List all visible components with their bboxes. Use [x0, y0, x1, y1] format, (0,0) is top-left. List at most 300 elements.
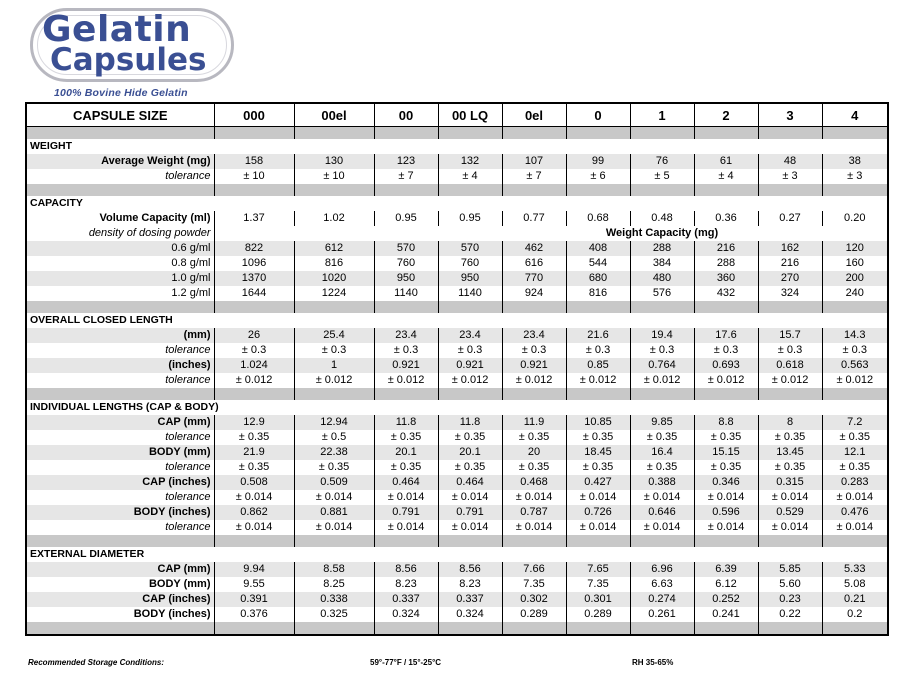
value-cell: 7.35 [566, 577, 630, 592]
value-cell: 240 [822, 286, 888, 301]
spacer-cell [822, 301, 888, 313]
value-cell: 1.024 [214, 358, 294, 373]
row-label: CAP (mm) [26, 562, 214, 577]
value-cell: 13.45 [758, 445, 822, 460]
value-cell: 822 [214, 241, 294, 256]
logo-tagline: 100% Bovine Hide Gelatin [54, 87, 188, 99]
value-cell: 288 [630, 241, 694, 256]
value-cell: 15.7 [758, 328, 822, 343]
value-cell: 612 [294, 241, 374, 256]
value-cell: ± 0.014 [374, 520, 438, 535]
value-cell: ± 0.3 [294, 343, 374, 358]
value-cell: ± 4 [438, 169, 502, 184]
value-cell: 11.8 [438, 415, 502, 430]
spacer-cell [822, 622, 888, 635]
value-cell: 7.66 [502, 562, 566, 577]
value-cell: 99 [566, 154, 630, 169]
value-cell: ± 0.35 [438, 430, 502, 445]
value-cell: ± 0.3 [374, 343, 438, 358]
value-cell: ± 0.014 [822, 520, 888, 535]
spacer-cell [26, 127, 214, 140]
value-cell: 570 [438, 241, 502, 256]
value-cell: ± 10 [294, 169, 374, 184]
table-row [26, 445, 888, 460]
row-label: BODY (inches) [133, 608, 211, 620]
value-cell: 770 [502, 271, 566, 286]
row-label: 1.0 g/ml [26, 271, 214, 286]
spacer-cell [758, 184, 822, 196]
value-cell: 0.509 [294, 475, 374, 490]
spacer-cell [566, 622, 630, 635]
value-cell: 6.96 [630, 562, 694, 577]
value-cell: ± 5 [630, 169, 694, 184]
spacer-cell [822, 184, 888, 196]
row-label: tolerance [165, 521, 211, 533]
spacer-cell [438, 388, 502, 400]
size-column-header: 00 LQ [438, 103, 502, 127]
section-title: EXTERNAL DIAMETER [30, 548, 145, 560]
value-cell: 0.791 [374, 505, 438, 520]
size-column-header: 3 [758, 103, 822, 127]
value-cell: 14.3 [822, 328, 888, 343]
value-cell: 38 [822, 154, 888, 169]
value-cell: 0.48 [630, 211, 694, 226]
value-cell: 0.346 [694, 475, 758, 490]
weight-capacity-label: Weight Capacity (mg) [605, 227, 719, 239]
table-row [26, 490, 888, 505]
value-cell: 0.427 [566, 475, 630, 490]
value-cell: 1140 [438, 286, 502, 301]
value-cell: 120 [822, 241, 888, 256]
size-column-header: 1 [630, 103, 694, 127]
value-cell: 11.9 [502, 415, 566, 430]
table-row [26, 415, 888, 430]
value-cell: 0.791 [438, 505, 502, 520]
capsule-spec-table [25, 102, 889, 636]
value-cell: 12.94 [294, 415, 374, 430]
spacer-cell [822, 388, 888, 400]
value-cell: 1 [294, 358, 374, 373]
value-cell: 0.23 [758, 592, 822, 607]
logo-subtitle: Capsules [50, 42, 207, 78]
value-cell: 0.302 [502, 592, 566, 607]
value-cell: 0.764 [630, 358, 694, 373]
blank-cell [502, 226, 566, 241]
spacer-row [26, 301, 888, 313]
spacer-cell [294, 622, 374, 635]
value-cell: 0.77 [502, 211, 566, 226]
value-cell: 130 [294, 154, 374, 169]
value-cell: 544 [566, 256, 630, 271]
table-row [26, 562, 888, 577]
value-cell: 384 [630, 256, 694, 271]
row-label: (inches) [26, 358, 214, 373]
value-cell: 200 [822, 271, 888, 286]
spacer-row [26, 388, 888, 400]
size-column-header: 0el [502, 103, 566, 127]
value-cell: 1370 [214, 271, 294, 286]
spacer-row [26, 184, 888, 196]
density-label: density of dosing powder [88, 227, 211, 239]
value-cell: 1096 [214, 256, 294, 271]
table-row [26, 520, 888, 535]
spacer-cell [26, 535, 214, 547]
value-cell: 9.55 [214, 577, 294, 592]
value-cell: 0.468 [502, 475, 566, 490]
value-cell: 26 [214, 328, 294, 343]
value-cell: 0.596 [694, 505, 758, 520]
value-cell: 0.325 [294, 607, 374, 622]
value-cell: ± 0.3 [502, 343, 566, 358]
value-cell: 360 [694, 271, 758, 286]
value-cell: 0.36 [694, 211, 758, 226]
spacer-cell [502, 184, 566, 196]
value-cell: 0.2 [822, 607, 888, 622]
value-cell: 0.618 [758, 358, 822, 373]
value-cell: 0.274 [630, 592, 694, 607]
value-cell: ± 7 [502, 169, 566, 184]
section-title: INDIVIDUAL LENGTHS (CAP & BODY) [30, 401, 219, 413]
spacer-cell [294, 184, 374, 196]
table-row [26, 343, 888, 358]
value-cell: ± 0.012 [630, 373, 694, 388]
value-cell: ± 0.35 [694, 430, 758, 445]
value-cell: 16.4 [630, 445, 694, 460]
value-cell: 0.476 [822, 505, 888, 520]
value-cell: 8.25 [294, 577, 374, 592]
value-cell: 432 [694, 286, 758, 301]
section-header [26, 196, 888, 211]
value-cell: 76 [630, 154, 694, 169]
row-label: BODY (mm) [148, 578, 211, 590]
value-cell: 570 [374, 241, 438, 256]
table-row [26, 430, 888, 445]
table-header-row [26, 103, 888, 127]
value-cell: 12.1 [822, 445, 888, 460]
spacer-cell [630, 127, 694, 140]
spacer-cell [214, 184, 294, 196]
value-cell: ± 0.35 [694, 460, 758, 475]
value-cell: ± 0.35 [374, 430, 438, 445]
row-label: CAP (inches) [26, 475, 214, 490]
value-cell: 576 [630, 286, 694, 301]
value-cell: 8.23 [438, 577, 502, 592]
value-cell: ± 0.014 [630, 520, 694, 535]
value-cell: 19.4 [630, 328, 694, 343]
section-title: CAPACITY [30, 197, 83, 209]
value-cell: 6.63 [630, 577, 694, 592]
value-cell: ± 0.014 [566, 520, 630, 535]
spacer-cell [438, 622, 502, 635]
table-row [26, 373, 888, 388]
size-column-header: 2 [694, 103, 758, 127]
size-column-header: 0 [566, 103, 630, 127]
spacer-cell [566, 301, 630, 313]
value-cell: 107 [502, 154, 566, 169]
value-cell: 0.22 [758, 607, 822, 622]
row-label: 0.6 g/ml [26, 241, 214, 256]
spacer-cell [630, 301, 694, 313]
value-cell: 0.95 [374, 211, 438, 226]
spacer-cell [694, 535, 758, 547]
brand-logo [30, 8, 236, 98]
table-row [26, 241, 888, 256]
value-cell: ± 0.014 [214, 520, 294, 535]
section-header [26, 400, 888, 415]
blank-cell [374, 226, 438, 241]
value-cell: ± 0.012 [502, 373, 566, 388]
row-label: Average Weight (mg) [26, 154, 214, 169]
value-cell: 48 [758, 154, 822, 169]
value-cell: 1644 [214, 286, 294, 301]
spacer-cell [214, 535, 294, 547]
value-cell: 0.338 [294, 592, 374, 607]
spacer-cell [822, 127, 888, 140]
capsule-size-label: CAPSULE SIZE [26, 103, 214, 127]
value-cell: ± 0.014 [566, 490, 630, 505]
value-cell: 5.85 [758, 562, 822, 577]
value-cell: 25.4 [294, 328, 374, 343]
value-cell: 0.563 [822, 358, 888, 373]
value-cell: 0.464 [438, 475, 502, 490]
spacer-row [26, 622, 888, 635]
value-cell: ± 3 [822, 169, 888, 184]
spacer-row [26, 535, 888, 547]
value-cell: ± 0.3 [630, 343, 694, 358]
row-label: Volume Capacity (ml) [99, 212, 211, 224]
value-cell: ± 0.014 [438, 520, 502, 535]
spacer-cell [374, 301, 438, 313]
section-header [26, 139, 888, 154]
row-label: tolerance [165, 491, 211, 503]
value-cell: ± 7 [374, 169, 438, 184]
value-cell: 7.65 [566, 562, 630, 577]
value-cell: 0.283 [822, 475, 888, 490]
value-cell: 10.85 [566, 415, 630, 430]
spacer-cell [758, 622, 822, 635]
value-cell: 5.33 [822, 562, 888, 577]
value-cell: 162 [758, 241, 822, 256]
value-cell: 6.12 [694, 577, 758, 592]
value-cell: ± 0.35 [758, 430, 822, 445]
value-cell: ± 0.014 [438, 490, 502, 505]
value-cell: 21.6 [566, 328, 630, 343]
value-cell: 0.289 [502, 607, 566, 622]
row-label: 1.2 g/ml [171, 287, 211, 299]
value-cell: 8.56 [438, 562, 502, 577]
value-cell: ± 0.014 [630, 490, 694, 505]
value-cell: 9.94 [214, 562, 294, 577]
value-cell: ± 0.35 [374, 460, 438, 475]
value-cell: 22.38 [294, 445, 374, 460]
value-cell: 0.921 [502, 358, 566, 373]
value-cell: ± 10 [214, 169, 294, 184]
value-cell: 760 [438, 256, 502, 271]
value-cell: 1140 [374, 286, 438, 301]
value-cell: 0.324 [438, 607, 502, 622]
value-cell: 0.261 [630, 607, 694, 622]
value-cell: ± 0.3 [694, 343, 758, 358]
spacer-cell [26, 184, 214, 196]
value-cell: 20 [502, 445, 566, 460]
value-cell: 616 [502, 256, 566, 271]
value-cell: 8.8 [694, 415, 758, 430]
spacer-cell [630, 622, 694, 635]
row-label: tolerance [165, 344, 211, 356]
value-cell: ± 0.35 [758, 460, 822, 475]
spacer-cell [294, 535, 374, 547]
size-column-header: 4 [822, 103, 888, 127]
value-cell: ± 0.3 [214, 343, 294, 358]
row-label: BODY (inches) [26, 505, 214, 520]
value-cell: 17.6 [694, 328, 758, 343]
value-cell: 160 [822, 256, 888, 271]
value-cell: 0.921 [438, 358, 502, 373]
table-row [26, 592, 888, 607]
spacer-cell [214, 127, 294, 140]
value-cell: ± 0.012 [438, 373, 502, 388]
size-column-header: 00el [294, 103, 374, 127]
value-cell: 1.37 [214, 211, 294, 226]
value-cell: 1020 [294, 271, 374, 286]
row-label: BODY (mm) [26, 445, 214, 460]
value-cell: ± 0.012 [214, 373, 294, 388]
value-cell: 18.45 [566, 445, 630, 460]
spacer-cell [502, 127, 566, 140]
value-cell: ± 0.35 [566, 460, 630, 475]
value-cell: 7.35 [502, 577, 566, 592]
spacer-cell [630, 388, 694, 400]
value-cell: 0.921 [374, 358, 438, 373]
value-cell: 0.529 [758, 505, 822, 520]
spacer-cell [758, 388, 822, 400]
spacer-row [26, 127, 888, 140]
value-cell: 0.27 [758, 211, 822, 226]
spacer-cell [630, 535, 694, 547]
value-cell: ± 0.014 [502, 490, 566, 505]
value-cell: 15.15 [694, 445, 758, 460]
value-cell: 1224 [294, 286, 374, 301]
value-cell: ± 0.014 [694, 490, 758, 505]
value-cell: 61 [694, 154, 758, 169]
table-row [26, 154, 888, 169]
value-cell: ± 0.35 [438, 460, 502, 475]
value-cell: ± 0.014 [294, 490, 374, 505]
spacer-cell [214, 301, 294, 313]
row-label: tolerance [165, 374, 211, 386]
value-cell: 123 [374, 154, 438, 169]
row-label: 0.8 g/ml [171, 257, 211, 269]
spacer-cell [822, 535, 888, 547]
value-cell: 760 [374, 256, 438, 271]
value-cell: 0.693 [694, 358, 758, 373]
value-cell: ± 0.35 [822, 460, 888, 475]
value-cell: ± 0.014 [694, 520, 758, 535]
value-cell: ± 0.014 [822, 490, 888, 505]
value-cell: 0.388 [630, 475, 694, 490]
value-cell: ± 0.35 [630, 460, 694, 475]
table-row [26, 577, 888, 592]
value-cell: ± 0.014 [374, 490, 438, 505]
blank-cell [758, 226, 822, 241]
value-cell: 132 [438, 154, 502, 169]
blank-cell [214, 226, 294, 241]
value-cell: ± 0.014 [758, 490, 822, 505]
value-cell: 0.315 [758, 475, 822, 490]
table-row [26, 505, 888, 520]
value-cell: 0.337 [438, 592, 502, 607]
size-column-header: 00 [374, 103, 438, 127]
value-cell: 0.862 [214, 505, 294, 520]
value-cell: ± 0.012 [374, 373, 438, 388]
value-cell: ± 0.012 [758, 373, 822, 388]
value-cell: 9.85 [630, 415, 694, 430]
value-cell: 0.301 [566, 592, 630, 607]
table-row [26, 328, 888, 343]
blank-cell [822, 226, 888, 241]
value-cell: 216 [694, 241, 758, 256]
value-cell: ± 6 [566, 169, 630, 184]
spacer-cell [502, 388, 566, 400]
value-cell: 0.289 [566, 607, 630, 622]
table-row [26, 460, 888, 475]
spacer-cell [694, 184, 758, 196]
value-cell: ± 0.012 [694, 373, 758, 388]
logo-title: Gelatin [42, 9, 192, 50]
spacer-cell [294, 127, 374, 140]
value-cell: ± 0.35 [630, 430, 694, 445]
value-cell: 480 [630, 271, 694, 286]
spacer-cell [502, 535, 566, 547]
value-cell: ± 0.35 [502, 460, 566, 475]
spacer-cell [694, 622, 758, 635]
storage-conditions-label: Recommended Storage Conditions: [28, 658, 165, 667]
row-label: tolerance [165, 461, 211, 473]
value-cell: ± 3 [758, 169, 822, 184]
value-cell: ± 0.35 [214, 460, 294, 475]
storage-humidity: RH 35-65% [632, 658, 674, 667]
spacer-cell [438, 184, 502, 196]
spacer-cell [214, 388, 294, 400]
spacer-cell [566, 127, 630, 140]
table-row [26, 607, 888, 622]
value-cell: 6.39 [694, 562, 758, 577]
size-column-header: 000 [214, 103, 294, 127]
value-cell: ± 0.014 [502, 520, 566, 535]
value-cell: 0.726 [566, 505, 630, 520]
table-row [26, 211, 888, 226]
blank-cell [438, 226, 502, 241]
spacer-cell [566, 535, 630, 547]
value-cell: 288 [694, 256, 758, 271]
spacer-cell [566, 184, 630, 196]
value-cell: ± 0.35 [566, 430, 630, 445]
spacer-cell [438, 535, 502, 547]
value-cell: ± 0.014 [294, 520, 374, 535]
value-cell: 816 [294, 256, 374, 271]
spacer-cell [694, 301, 758, 313]
value-cell: ± 0.3 [566, 343, 630, 358]
spacer-cell [374, 622, 438, 635]
value-cell: ± 0.35 [294, 460, 374, 475]
value-cell: 0.21 [822, 592, 888, 607]
spacer-cell [694, 127, 758, 140]
spacer-cell [758, 535, 822, 547]
value-cell: 216 [758, 256, 822, 271]
value-cell: 924 [502, 286, 566, 301]
value-cell: ± 0.35 [822, 430, 888, 445]
table-row [26, 256, 888, 271]
